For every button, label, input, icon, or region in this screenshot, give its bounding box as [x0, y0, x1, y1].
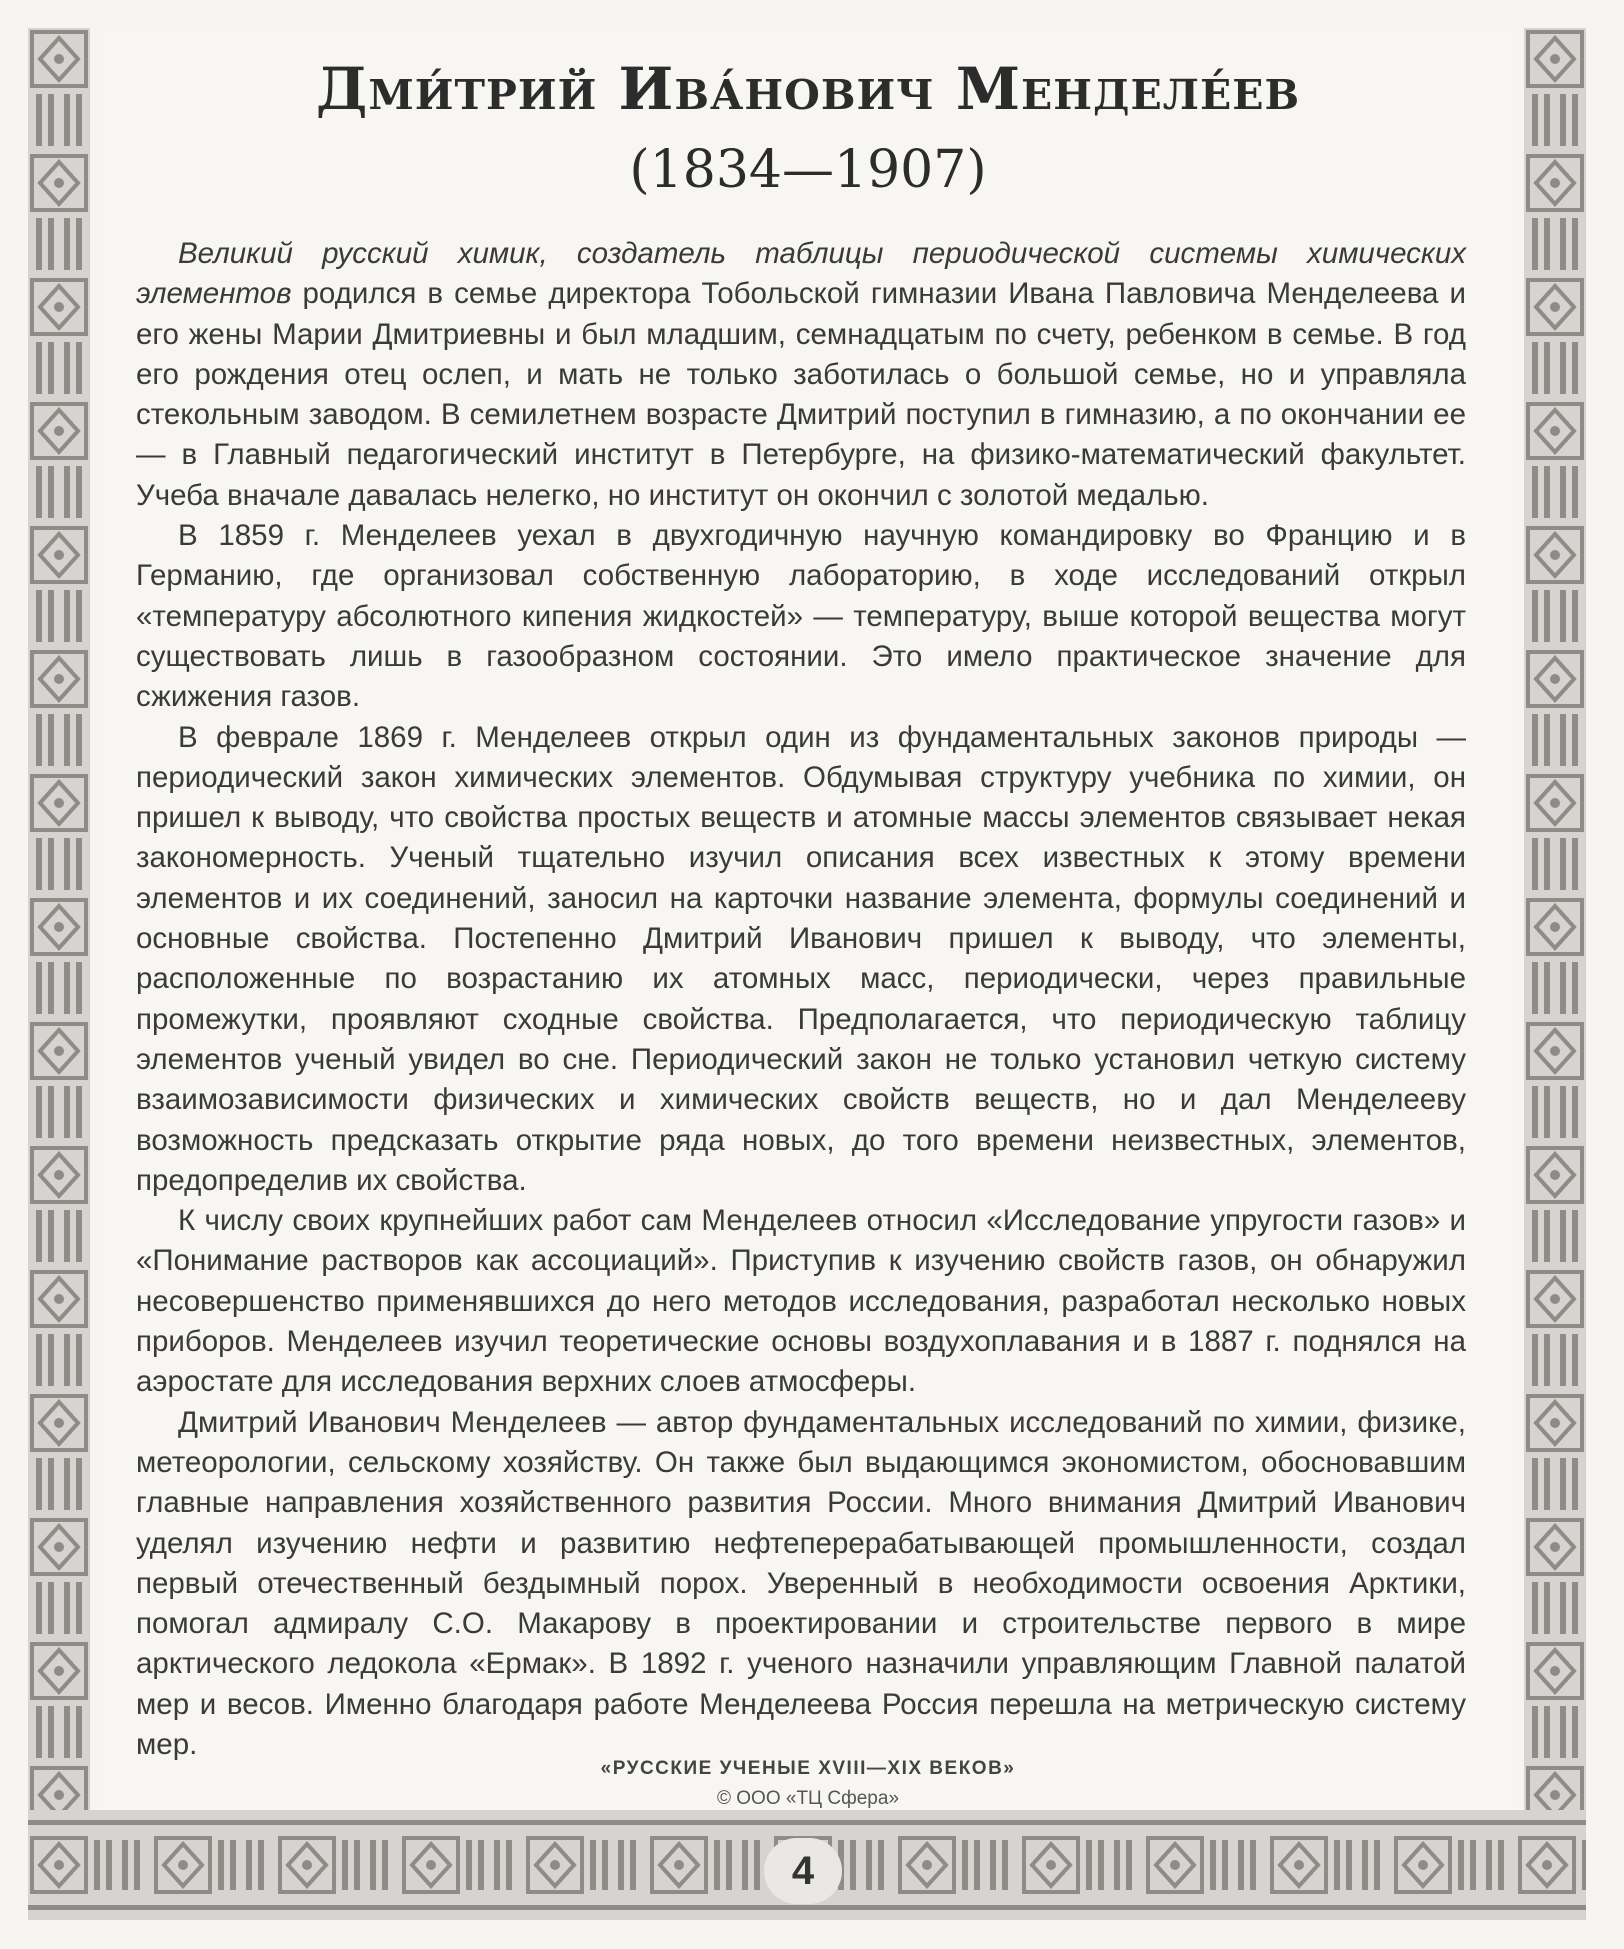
paragraph-4: К числу своих крупнейших работ сам Менделеев относил «Исследование упругости газов» и «Понимание растворов как ассоциаций». Приступив к изучению свойств газов, он обнаружил несовершенство применявшихся до него методов исследования, разработал несколько новых приборов. Менделеев изучил теоретические основы воздухоплавания и в 1887 г. поднялся на аэростате для исследования верхних слоев атмосферы.: [136, 1204, 1466, 1399]
paragraph-1-text: родился в семье директора Тобольской гимназии Ивана Павловича Менделеева и его жены Марии Дмитриевны и был младшим, семнадцатым по счету, ребенком в семье. В год его рождения отец ослеп, и мать не только заботилась о большой семье, но и управляла стекольным заводом. В семилетнем возрасте Дмитрий поступил в гимназию, а по окончании ее — в Главный педагогический институт в Петербурге, на физико-математический факультет. Учеба вначале давалась нелегко, но институт он окончил с золотой медалью.: [136, 277, 1466, 512]
lead-italic: Великий русский химик, создатель таблицы периодической системы химических элементов: [136, 237, 1466, 311]
page-title: Дми́трий Ива́нович Менделе́ев: [315, 55, 1301, 123]
paragraph-5: Дмитрий Иванович Менделеев — автор фундаментальных исследований по химии, физике, метеорологии, сельскому хозяйству. Он также был выдающимся экономистом, обосновавшим главные направления хозяйственного развития России. Много внимания Дмитрий Иванович уделял изучению нефти и развитию нефтеперерабатывающей промышленности, создал первый отечественный бездымный порох. Уверенный в необходимости освоения Арктики, помогал адмиралу С.О. Макарову в проектировании и строительстве первого в мире арктического ледокола «Ермак». В 1892 г. ученого назначили управляющим Главной палатой мер и весов. Именно благодаря работе Менделеева Россия перешла на метрическую систему мер.: [136, 1405, 1466, 1761]
article-body: [136, 234, 1466, 1765]
paragraph-2: В 1859 г. Менделеев уехал в двухгодичную научную командировку во Францию и в Германию, где организовал собственную лабораторию, в ходе исследований открыл «температуру абсолютного кипения жидкостей» — температуру, выше которой вещества могут существовать лишь в газообразном состоянии. Это имело практическое значение для сжижения газов.: [136, 519, 1466, 714]
paragraph-3: В феврале 1869 г. Менделеев открыл один из фундаментальных законов природы — периодический закон химических элементов. Обдумывая структуру учебника по химии, он пришел к выводу, что свойства простых веществ и атомные массы элементов связывает некая закономерность. Ученый тщательно изучил описания всех известных к этому времени элементов и их соединений, заносил на карточки название элемента, формулы соединений и основные свойства. Постепенно Дмитрий Иванович пришел к выводу, что элементы, расположенные по возрастанию их атомных масс, периодически, через правильные промежутки, проявляют сходные свойства. Предполагается, что периодическую таблицу элементов ученый увидел во сне. Периодический закон не только установил четкую систему взаимозависимости физических и химических свойств веществ, но и дал Менделееву возможность предсказать открытие ряда новых, до того времени неизвестных, элементов, предопределив их свойства.: [136, 720, 1466, 1197]
ornament-border-left: [28, 28, 90, 1868]
ornament-pattern-left: [28, 28, 90, 1868]
page-number-badge: [764, 1838, 842, 1904]
paragraph-1: [136, 234, 1466, 516]
page-number: 4: [791, 1848, 815, 1893]
copyright: © ООО «ТЦ Сфера»: [716, 1788, 900, 1809]
ornament-pattern-right: [1524, 28, 1586, 1868]
life-years: (1834—1907): [629, 140, 987, 200]
ornament-border-right: [1524, 28, 1586, 1868]
series-title: «РУССКИЕ УЧЕНЫЕ XVIII—XIX ВЕКОВ»: [600, 1758, 1016, 1779]
